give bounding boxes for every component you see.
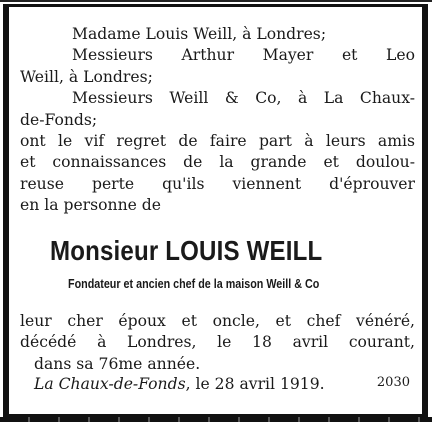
- notice-line: ont le vif regret de faire part à leurs amis: [20, 132, 415, 151]
- closing-line: décédé à Londres, le 18 avril courant,: [20, 333, 415, 352]
- closing-text: [20, 311, 415, 375]
- notice-line: en la personne de: [20, 196, 162, 215]
- closing-line: leur cher époux et oncle, et chef vénéré,: [20, 312, 415, 330]
- notice-line: Madame Louis Weill, à Londres;: [72, 25, 327, 43]
- notice-line: Messieurs Weill & Co, à La Chaux-: [72, 89, 415, 108]
- deceased-name: Monsieur LOUIS WEILL: [50, 235, 323, 266]
- place-name: La Chaux-de-Fonds: [34, 375, 186, 393]
- notice-line: de-Fonds;: [20, 110, 98, 129]
- notice-line: et connaissances de la grande et doulou-: [20, 153, 415, 172]
- top-rule: [0, 0, 432, 2]
- date-text: , le 28 avril 1919.: [185, 375, 325, 393]
- notice-line: Messieurs Arthur Mayer et Leo: [72, 46, 415, 65]
- bottom-rule: [0, 417, 432, 422]
- notice-body: [20, 24, 415, 217]
- notice-line: reuse perte qu'ils viennent d'éprouver: [20, 174, 415, 193]
- reference-number: 2030: [376, 375, 410, 390]
- signature-line: [34, 375, 414, 393]
- deceased-title: Fondateur et ancien chef de la maison Weill & Co: [68, 277, 320, 291]
- notice-line: Weill, à Londres;: [20, 67, 153, 86]
- closing-line: dans sa 76me année.: [34, 354, 201, 373]
